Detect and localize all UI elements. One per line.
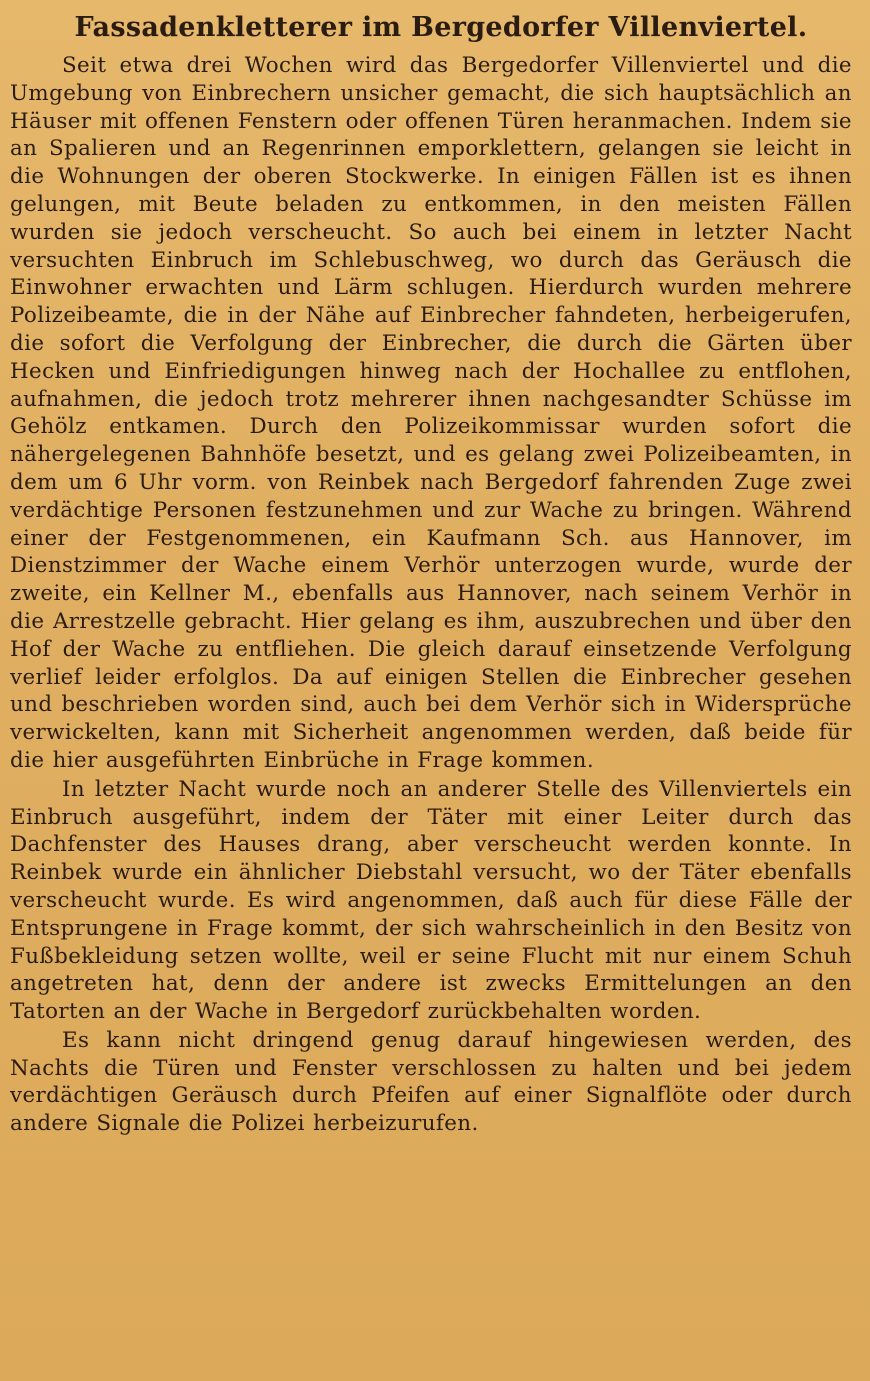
article-paragraph-2: In letzter Nacht wurde noch an anderer Stelle des Villenviertels ein Einbruch ausgeführt, indem der Täter mit einer Leiter durch das Dachfenster des Hauses drang, aber verscheucht werden konnte. In Reinbek wurde ein ähnlicher Diebstahl versucht, wo der Täter ebenfalls verscheucht wurde. Es wird angenommen, daß auch für diese Fälle der Entsprungene in Frage kommt, der sich wahrscheinlich in den Besitz von Fußbekleidung setzen wollte, weil er seine Flucht mit nur einem Schuh angetreten hat, denn der andere ist zwecks Ermittelungen an den Tatorten an der Wache in Bergedorf zurückbehalten worden. (10, 776, 852, 1025)
article-paragraph-3: Es kann nicht dringend genug darauf hingewiesen werden, des Nachts die Türen und Fenster verschlossen zu halten und bei jedem verdächtigen Geräusch durch Pfeifen auf einer Signalflöte oder durch andere Signale die Polizei herbeizurufen. (10, 1027, 852, 1137)
article-headline: Fassadenkletterer im Bergedorfer Villenviertel. (74, 12, 808, 43)
newspaper-clipping (10, 4, 852, 1138)
article-paragraph-1: Seit etwa drei Wochen wird das Bergedorfer Villenviertel und die Umgebung von Einbrechern unsicher gemacht, die sich hauptsächlich an Häuser mit offenen Fenstern oder offenen Türen heranmachen. Indem sie an Spalieren und an Regenrinnen emporklettern, gelangen sie leicht in die Wohnungen der oberen Stockwerke. In einigen Fällen ist es ihnen gelungen, mit Beute beladen zu entkommen, in den meisten Fällen wurden sie jedoch verscheucht. So auch bei einem in letzter Nacht versuchten Einbruch im Schlebuschweg, wo durch das Geräusch die Einwohner erwachten und Lärm schlugen. Hierdurch wurden mehrere Polizeibeamte, die in der Nähe auf Einbrecher fahndeten, herbeigerufen, die sofort die Verfolgung der Einbrecher, die durch die Gärten über Hecken und Einfriedigungen hinweg nach der Hochallee zu entflohen, aufnahmen, die jedoch trotz mehrerer ihnen nachgesandter Schüsse im Gehölz entkamen. Durch den Polizeikommissar wurden sofort die nähergelegenen Bahnhöfe besetzt, und es gelang zwei Polizeibeamten, in dem um 6 Uhr vorm. von Reinbek nach Bergedorf fahrenden Zuge zwei verdächtige Personen festzunehmen und zur Wache zu bringen. Während einer der Festgenommenen, ein Kaufmann Sch. aus Hannover, im Dienstzimmer der Wache einem Verhör unterzogen wurde, wurde der zweite, ein Kellner M., ebenfalls aus Hannover, nach seinem Verhör in die Arrestzelle gebracht. Hier gelang es ihm, auszubrechen und über den Hof der Wache zu entfliehen. Die gleich darauf einsetzende Verfolgung verlief leider erfolglos. Da auf einigen Stellen die Einbrecher gesehen und beschrieben worden sind, auch bei dem Verhör sich in Widersprüche verwickelten, kann mit Sicherheit angenommen werden, daß beide für die hier ausgeführten Einbrüche in Frage kommen. (10, 53, 852, 773)
